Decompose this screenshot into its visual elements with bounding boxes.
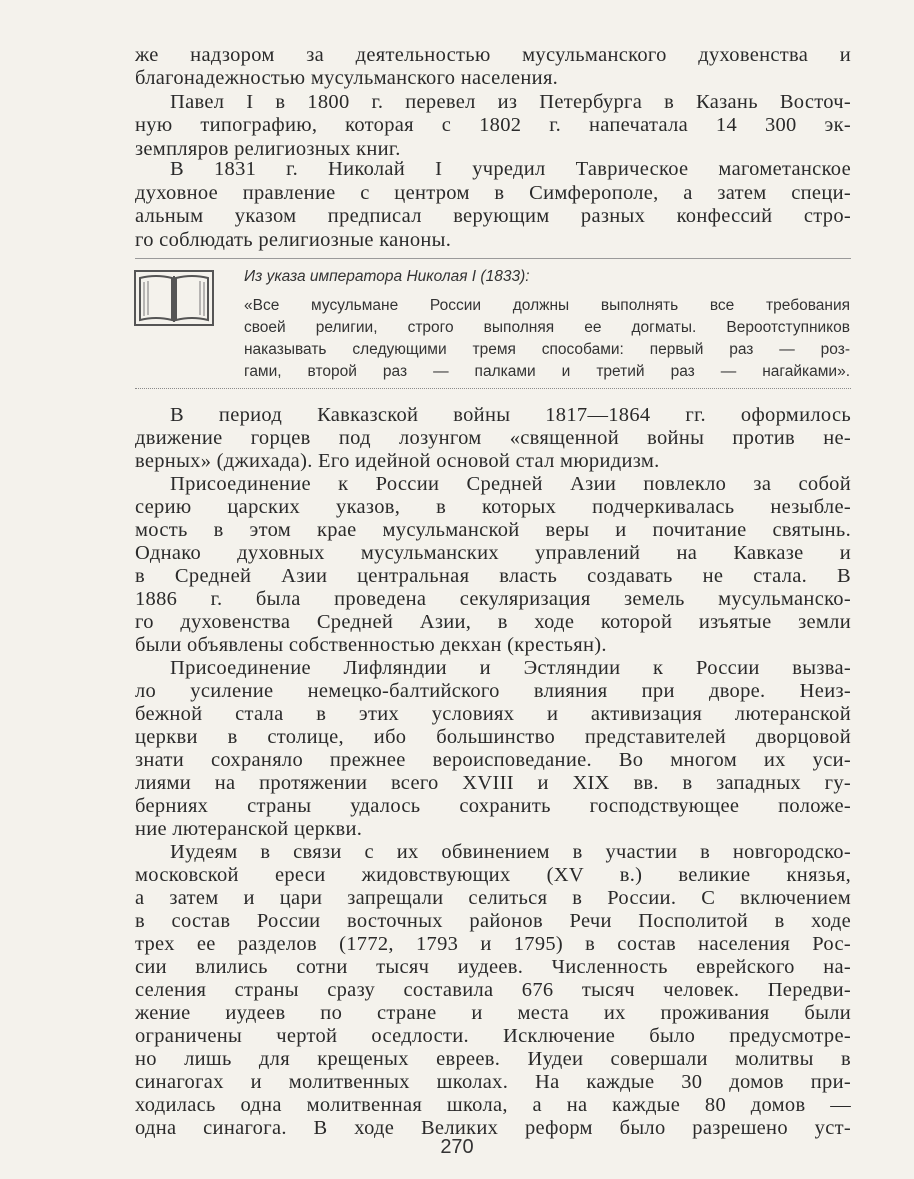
text-line: были объявлены собственностью декхан (крестьян).	[135, 634, 607, 656]
text-line: берниях страны удалось сохранить господствующее положе-	[135, 795, 851, 817]
box-top-rule	[135, 258, 851, 259]
text-line: в состав России восточных районов Речи Посполитой в ходе	[135, 910, 851, 932]
text-line: одна синагога. В ходе Великих реформ было разрешено уст-	[135, 1117, 851, 1139]
text-line: в Средней Азии центральная власть создавать не стала. В	[135, 565, 851, 587]
quote-line: наказывать следующими тремя способами: первый раз — роз-	[244, 341, 850, 358]
text-line: го духовенства Средней Азии, в ходе которой изъятые земли	[135, 611, 851, 633]
text-line: трех ее разделов (1772, 1793 и 1795) в состав населения Рос-	[135, 933, 851, 955]
text-line: Однако духовных мусульманских управлений на Кавказе и	[135, 542, 851, 564]
quote-line: своей религии, строго выполняя ее догматы. Вероотступников	[244, 319, 850, 336]
text-line: 1886 г. была проведена секуляризация земель мусульманско-	[135, 588, 851, 610]
text-line: жение иудеев по стране и места их проживания были	[135, 1002, 851, 1024]
text-line: же надзором за деятельностью мусульманского духовенства и	[135, 44, 851, 66]
text-line: ло усиление немецко-балтийского влияния при дворе. Неиз-	[135, 680, 851, 702]
box-bottom-rule	[135, 388, 851, 389]
text-line: Присоединение Лифляндии и Эстляндии к России вызва-	[170, 657, 851, 679]
quote-line: гами, второй раз — палками и третий раз — нагайками».	[244, 363, 850, 380]
text-line: благонадежностью мусульманского населения.	[135, 67, 559, 89]
text-line: лиями на протяжении всего XVIII и XIX вв. в западных гу-	[135, 772, 851, 794]
text-line: альным указом предписал верующим разных конфессий стро-	[135, 205, 851, 227]
text-line: знати сохраняло прежнее вероисповедание. Во многом их уси-	[135, 749, 851, 771]
quote-line: «Все мусульмане России должны выполнять все требования	[244, 297, 850, 314]
text-line: ние лютеранской церкви.	[135, 818, 363, 840]
text-line: верных» (джихада). Его идейной основой стал мюридизм.	[135, 450, 660, 472]
text-line: В период Кавказской войны 1817—1864 гг. оформилось	[170, 404, 851, 426]
text-line: бежной стала в этих условиях и активизация лютеранской	[135, 703, 851, 725]
text-line: мость в этом крае мусульманской веры и почитание святынь.	[135, 519, 851, 541]
text-line: Иудеям в связи с их обвинением в участии в новгородско-	[170, 841, 851, 863]
text-line: сии влились сотни тысяч иудеев. Численность еврейского на-	[135, 956, 851, 978]
text-line: церкви в столице, ибо большинство представителей дворцовой	[135, 726, 851, 748]
text-line: ограничены чертой оседлости. Исключение было предусмотре-	[135, 1025, 851, 1047]
text-line: селения страны сразу составила 676 тысяч человек. Передви-	[135, 979, 851, 1001]
open-book-icon	[134, 268, 214, 328]
page-number: 270	[440, 1136, 474, 1158]
text-line: земпляров религиозных книг.	[135, 138, 401, 160]
text-line: а затем и цари запрещали селиться в России. С включением	[135, 887, 851, 909]
text-line: серию царских указов, в которых подчеркивалась незыбле-	[135, 496, 851, 518]
text-line: В 1831 г. Николай I учредил Таврическое магометанское	[170, 158, 851, 180]
text-line: Присоединение к России Средней Азии повлекло за собой	[170, 473, 851, 495]
text-line: московской ереси жидовствующих (XV в.) великие князья,	[135, 864, 851, 886]
document-caption: Из указа императора Николая I (1833):	[244, 268, 530, 285]
text-line: движение горцев под лозунгом «священной войны против не-	[135, 427, 851, 449]
text-line: духовное правление с центром в Симферополе, а затем специ-	[135, 182, 851, 204]
text-line: го соблюдать религиозные каноны.	[135, 229, 452, 251]
text-line: Павел I в 1800 г. перевел из Петербурга в Казань Восточ-	[170, 91, 851, 113]
text-line: но лишь для крещеных евреев. Иудеи совершали молитвы в	[135, 1048, 851, 1070]
text-line: ную типографию, которая с 1802 г. напечатала 14 300 эк-	[135, 114, 851, 136]
text-line: ходилась одна молитвенная школа, а на каждые 80 домов —	[135, 1094, 851, 1116]
text-line: синагогах и молитвенных школах. На каждые 30 домов при-	[135, 1071, 851, 1093]
